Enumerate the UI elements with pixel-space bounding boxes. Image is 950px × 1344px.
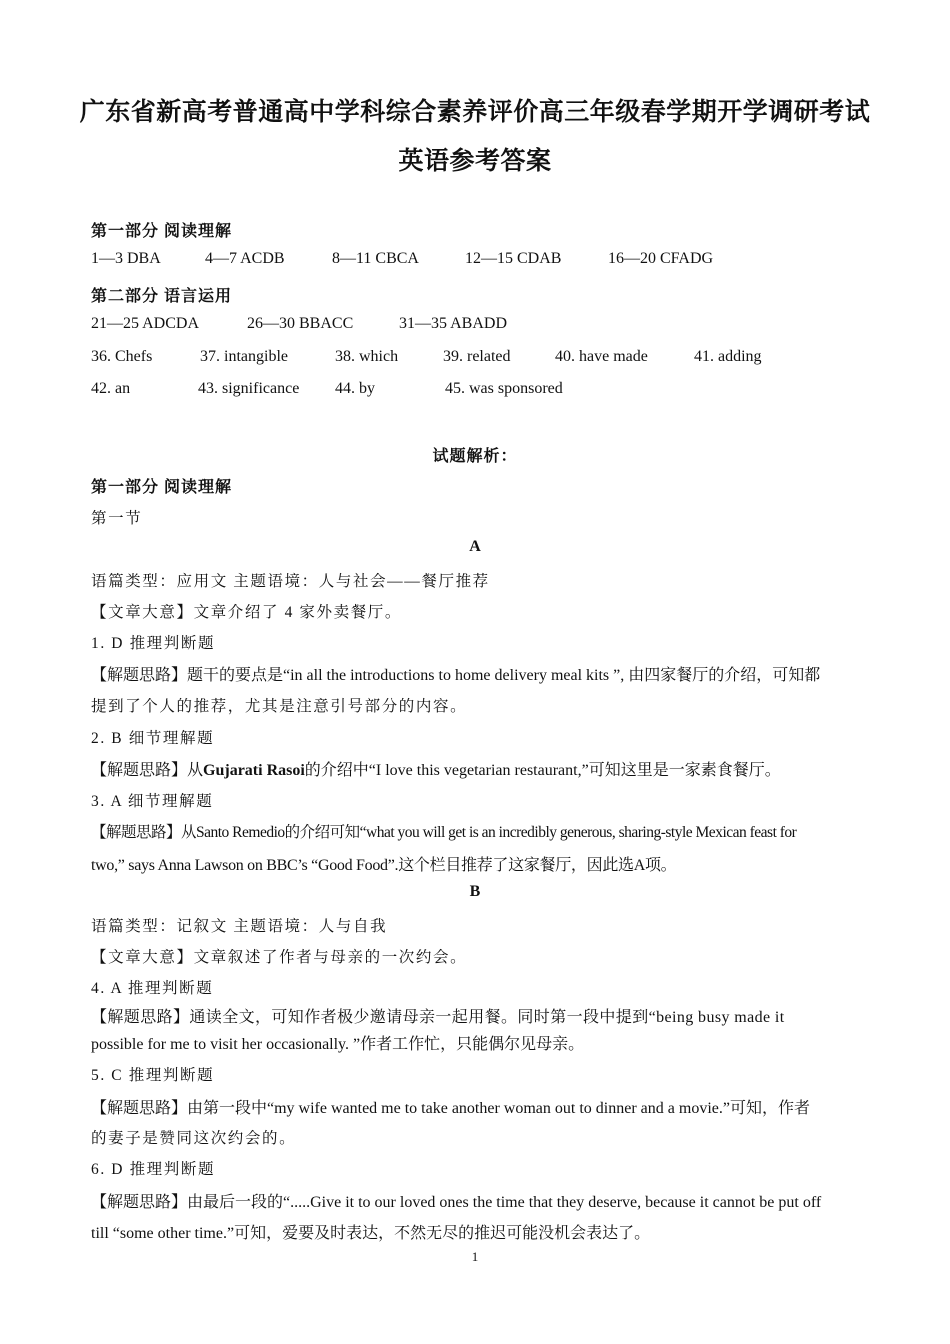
passage-summary: 【文章大意】文章叙述了作者与母亲的一次约会。 xyxy=(91,949,468,966)
explanation-line: possible for me to visit her occasionally. ”作者工作忙，只能偶尔见母亲。 xyxy=(91,1036,585,1053)
question-title: 1. D 推理判断题 xyxy=(91,635,216,652)
passage-label-a: A xyxy=(469,538,481,555)
passage-summary: 【文章大意】文章介绍了 4 家外卖餐厅。 xyxy=(91,604,403,621)
question-title: 2. B 细节理解题 xyxy=(91,730,215,747)
fill-answer: 39. related xyxy=(443,348,511,365)
answer-group: 4—7 ACDB xyxy=(205,250,285,267)
explanation-line: 的妻子是赞同这次约会的。 xyxy=(91,1130,297,1147)
fill-answer: 41. adding xyxy=(694,348,762,365)
page-number: 1 xyxy=(471,1249,479,1264)
answer-group: 31—35 ABADD xyxy=(399,315,508,332)
answer-group: 12—15 CDAB xyxy=(465,250,562,267)
fill-answer: 38. which xyxy=(335,348,399,365)
document-title: 广东省新高考普通高中学科综合素养评价高三年级春学期开学调研考试 xyxy=(79,99,871,126)
analysis-part1-heading: 第一部分 阅读理解 xyxy=(91,479,233,496)
fill-answer: 36. Chefs xyxy=(91,348,153,365)
answer-group: 21—25 ADCDA xyxy=(91,315,200,332)
explanation-line: 【解题思路】由最后一段的“.....Give it to our loved ones the time that they deserve, because it cannot be put off xyxy=(91,1194,822,1211)
explanation-line: 【解题思路】由第一段中“my wife wanted me to take another woman out to dinner and a movie.”可知，作者 xyxy=(91,1100,810,1117)
explanation-line: two,” says Anna Lawson on BBC’s “Good Food”.这个栏目推荐了这家餐厅，因此选A项。 xyxy=(91,857,677,874)
answer-group: 1—3 DBA xyxy=(91,250,161,267)
passage-type: 语篇类型：记叙文 主题语境：人与自我 xyxy=(91,918,388,935)
answer-group: 26—30 BBACC xyxy=(247,315,354,332)
question-title: 3. A 细节理解题 xyxy=(91,793,214,810)
explanation-line: 【解题思路】通读全文，可知作者极少邀请母亲一起用餐。同时第一段中提到“being busy made it xyxy=(91,1009,785,1026)
explanation-line: 提到了个人的推荐，尤其是注意引号部分的内容。 xyxy=(91,698,468,715)
document-subtitle: 英语参考答案 xyxy=(398,148,552,175)
answer-group: 8—11 CBCA xyxy=(332,250,419,267)
passage-type: 语篇类型：应用文 主题语境：人与社会——餐厅推荐 xyxy=(91,573,490,590)
answers-part2-heading: 第二部分 语言运用 xyxy=(91,288,233,305)
fill-answer: 37. intangible xyxy=(200,348,288,365)
fill-answer: 45. was sponsored xyxy=(445,380,563,397)
explanation-line: 【解题思路】题干的要点是“in all the introductions to home delivery meal kits ”, 由四家餐厅的介绍，可知都 xyxy=(91,667,821,684)
fill-answer: 43. significance xyxy=(198,380,300,397)
explanation-line: 【解题思路】从Gujarati Rasoi的介绍中“I love this vegetarian restaurant,”可知这里是一家素食餐厅。 xyxy=(91,762,781,779)
answer-group: 16—20 CFADG xyxy=(608,250,714,267)
question-title: 5. C 推理判断题 xyxy=(91,1067,215,1084)
fill-answer: 44. by xyxy=(335,380,375,397)
fill-answer: 42. an xyxy=(91,380,131,397)
question-title: 6. D 推理判断题 xyxy=(91,1161,216,1178)
question-title: 4. A 推理判断题 xyxy=(91,980,214,997)
section-label: 第一节 xyxy=(91,510,143,527)
answers-part1-heading: 第一部分 阅读理解 xyxy=(91,223,233,240)
passage-label-b: B xyxy=(469,883,481,900)
explanation-line: till “some other time.”可知，爱要及时表达，不然无尽的推迟可能没机会表达了。 xyxy=(91,1225,651,1242)
explanation-line: 【解题思路】从Santo Remedio的介绍可知“what you will get is an incredibly generous, sharing-style Mexican feast for xyxy=(91,824,797,841)
analysis-heading: 试题解析： xyxy=(432,448,518,465)
fill-answer: 40. have made xyxy=(555,348,648,365)
